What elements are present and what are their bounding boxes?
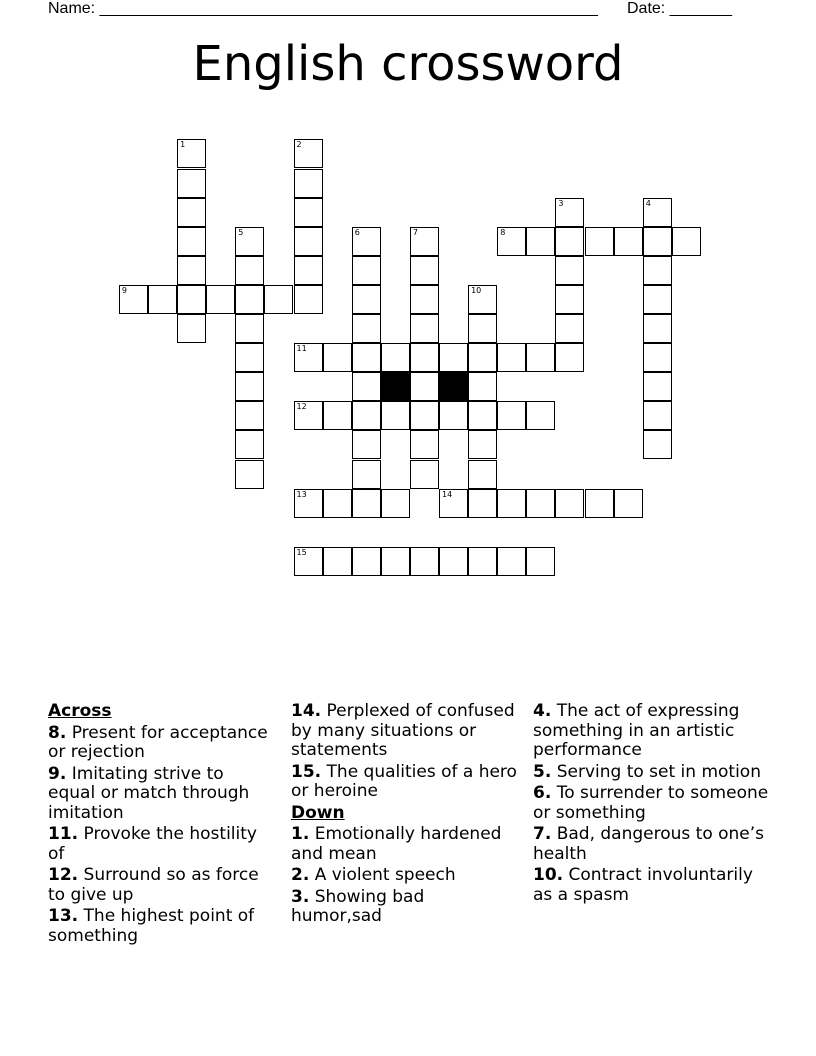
clue-number: 14. xyxy=(291,701,322,721)
grid-cell-15[interactable] xyxy=(294,547,323,576)
clue-number-label: 8 xyxy=(500,227,506,237)
grid-cell[interactable] xyxy=(468,401,497,430)
grid-cell[interactable] xyxy=(148,285,177,314)
down-heading: Down xyxy=(291,802,345,823)
grid-cell[interactable] xyxy=(235,460,264,489)
grid-cell[interactable] xyxy=(410,547,439,576)
clue-text: Showing bad humor,sad xyxy=(291,886,425,926)
grid-cell[interactable] xyxy=(381,489,410,518)
clue-number-label: 1 xyxy=(180,140,186,150)
grid-cell-4[interactable] xyxy=(643,198,672,227)
grid-cell[interactable] xyxy=(555,489,584,518)
grid-cell[interactable] xyxy=(264,285,293,314)
grid-cell-14[interactable] xyxy=(439,489,468,518)
grid-cell[interactable] xyxy=(585,227,614,256)
clue-down-10 xyxy=(533,866,773,905)
grid-cell[interactable] xyxy=(235,285,264,314)
grid-cell[interactable] xyxy=(585,489,614,518)
clue-number-label: 2 xyxy=(296,140,302,150)
grid-cell[interactable] xyxy=(410,372,439,401)
grid-cell[interactable] xyxy=(323,489,352,518)
grid-cell[interactable] xyxy=(643,401,672,430)
grid-cell[interactable] xyxy=(497,343,526,372)
grid-cell[interactable] xyxy=(410,343,439,372)
clue-number: 8. xyxy=(48,722,67,743)
grid-cell[interactable] xyxy=(323,547,352,576)
grid-cell[interactable] xyxy=(497,401,526,430)
clue-text: The highest point of something xyxy=(48,906,255,946)
grid-cell[interactable] xyxy=(555,343,584,372)
grid-cell[interactable] xyxy=(468,430,497,459)
grid-cell-13[interactable] xyxy=(294,489,323,518)
grid-cell[interactable] xyxy=(235,401,264,430)
clue-down-5 xyxy=(533,763,773,783)
grid-cell[interactable] xyxy=(555,314,584,343)
grid-cell[interactable] xyxy=(468,489,497,518)
clue-number-label: 14 xyxy=(442,489,453,499)
clue-text: The qualities of a hero or heroine xyxy=(291,761,517,801)
grid-cell[interactable] xyxy=(235,343,264,372)
grid-cell[interactable] xyxy=(177,227,206,256)
grid-cell[interactable] xyxy=(614,227,643,256)
clue-across-9 xyxy=(48,765,274,824)
grid-cell[interactable] xyxy=(352,256,381,285)
clue-text: To surrender to someone or something xyxy=(533,783,769,823)
grid-cell[interactable] xyxy=(643,343,672,372)
grid-cell[interactable] xyxy=(497,489,526,518)
clue-number-label: 6 xyxy=(354,227,360,237)
grid-cell[interactable] xyxy=(643,256,672,285)
grid-cell[interactable] xyxy=(410,401,439,430)
grid-cell[interactable] xyxy=(410,314,439,343)
clue-number-label: 11 xyxy=(296,344,307,354)
grid-cell[interactable] xyxy=(526,401,555,430)
page-title: English crossword xyxy=(192,36,624,92)
clue-text: Provoke the hostility of xyxy=(48,824,257,864)
grid-cell[interactable] xyxy=(468,547,497,576)
grid-cell[interactable] xyxy=(294,169,323,198)
clue-number-label: 10 xyxy=(471,285,482,295)
clue-number-label: 13 xyxy=(296,489,307,499)
clue-text: Contract involuntarily as a spasm xyxy=(533,865,753,905)
clue-number: 13. xyxy=(48,906,79,926)
grid-cell[interactable] xyxy=(323,401,352,430)
grid-cell[interactable] xyxy=(439,343,468,372)
date-field-label: Date: _______ xyxy=(627,0,732,17)
grid-cell[interactable] xyxy=(555,285,584,314)
clue-number: 6. xyxy=(533,783,552,803)
grid-cell[interactable] xyxy=(468,314,497,343)
grid-cell-5[interactable] xyxy=(235,227,264,256)
grid-cell[interactable] xyxy=(410,256,439,285)
grid-cell-3[interactable] xyxy=(555,198,584,227)
clue-number: 12. xyxy=(48,865,79,885)
clue-number-label: 9 xyxy=(121,285,127,295)
grid-cell[interactable] xyxy=(352,489,381,518)
clue-number-label: 3 xyxy=(558,198,564,208)
clue-across-11 xyxy=(48,825,274,864)
grid-cell[interactable] xyxy=(526,343,555,372)
grid-cell[interactable] xyxy=(352,547,381,576)
grid-cell-7[interactable] xyxy=(410,227,439,256)
clue-number: 11. xyxy=(48,824,79,844)
grid-cell[interactable] xyxy=(381,401,410,430)
grid-cell[interactable] xyxy=(294,285,323,314)
grid-cell-11[interactable] xyxy=(294,343,323,372)
grid-cell[interactable] xyxy=(526,547,555,576)
clue-text: A violent speech xyxy=(314,865,456,885)
grid-cell[interactable] xyxy=(643,227,672,256)
clue-number: 5. xyxy=(533,761,552,782)
clue-text: Imitating strive to equal or match through imitation xyxy=(48,763,250,823)
grid-cell[interactable] xyxy=(410,285,439,314)
grid-cell[interactable] xyxy=(381,343,410,372)
grid-cell[interactable] xyxy=(381,547,410,576)
grid-cell[interactable] xyxy=(439,401,468,430)
grid-cell[interactable] xyxy=(497,547,526,576)
grid-cell-12[interactable] xyxy=(294,401,323,430)
clue-number: 9. xyxy=(48,763,67,784)
clue-text: Perplexed of confused by many situations or statements xyxy=(291,701,515,760)
grid-cell[interactable] xyxy=(410,460,439,489)
clue-number-label: 12 xyxy=(296,402,307,412)
grid-cell[interactable] xyxy=(672,227,701,256)
grid-cell[interactable] xyxy=(352,430,381,459)
grid-cell[interactable] xyxy=(235,314,264,343)
grid-cell[interactable] xyxy=(235,372,264,401)
clues-column-2 xyxy=(291,702,517,929)
clue-down-6 xyxy=(533,784,773,823)
grid-cell[interactable] xyxy=(177,169,206,198)
grid-cell[interactable] xyxy=(526,227,555,256)
grid-cell-6[interactable] xyxy=(352,227,381,256)
grid-cell[interactable] xyxy=(468,460,497,489)
grid-cell[interactable] xyxy=(352,343,381,372)
grid-cell-8[interactable] xyxy=(497,227,526,256)
grid-cell[interactable] xyxy=(526,489,555,518)
clue-number-label: 5 xyxy=(238,227,244,237)
grid-cell[interactable] xyxy=(555,256,584,285)
grid-cell[interactable] xyxy=(294,256,323,285)
black-cell xyxy=(381,372,410,401)
grid-cell[interactable] xyxy=(643,285,672,314)
clue-number: 2. xyxy=(291,865,310,885)
clue-number: 7. xyxy=(533,824,552,844)
grid-cell[interactable] xyxy=(643,314,672,343)
clue-text: The act of expressing something in an artistic performance xyxy=(533,701,740,760)
clue-across-13 xyxy=(48,907,274,946)
clues-column-3 xyxy=(533,702,773,907)
grid-cell[interactable] xyxy=(468,343,497,372)
grid-cell[interactable] xyxy=(614,489,643,518)
name-field-label: Name: ________________________________________________________ xyxy=(48,0,598,17)
clue-number-label: 4 xyxy=(645,198,651,208)
clue-down-7 xyxy=(533,825,773,864)
clue-number: 3. xyxy=(291,886,310,907)
clue-text: Serving to set in motion xyxy=(556,761,761,782)
clue-down-2 xyxy=(291,866,517,886)
grid-cell[interactable] xyxy=(177,285,206,314)
clue-text: Emotionally hardened and mean xyxy=(291,824,502,864)
grid-cell[interactable] xyxy=(294,198,323,227)
grid-cell-10[interactable] xyxy=(468,285,497,314)
clue-across-8 xyxy=(48,724,274,763)
clue-down-1 xyxy=(291,825,517,864)
clue-number-label: 7 xyxy=(412,227,418,237)
clue-across-15 xyxy=(291,763,517,802)
clue-down-3 xyxy=(291,888,517,927)
grid-cell[interactable] xyxy=(352,460,381,489)
grid-cell[interactable] xyxy=(235,430,264,459)
clue-across-12 xyxy=(48,866,274,905)
grid-cell[interactable] xyxy=(352,285,381,314)
grid-cell[interactable] xyxy=(410,430,439,459)
grid-cell[interactable] xyxy=(206,285,235,314)
grid-cell[interactable] xyxy=(643,430,672,459)
grid-cell[interactable] xyxy=(177,314,206,343)
clue-down-4 xyxy=(533,702,773,761)
grid-cell[interactable] xyxy=(439,547,468,576)
grid-cell[interactable] xyxy=(352,401,381,430)
grid-cell[interactable] xyxy=(468,372,497,401)
grid-cell[interactable] xyxy=(177,198,206,227)
clue-number: 10. xyxy=(533,865,564,885)
black-cell xyxy=(439,372,468,401)
clue-number: 4. xyxy=(533,701,552,721)
across-heading: Across xyxy=(48,701,112,721)
grid-cell[interactable] xyxy=(323,343,352,372)
clue-text: Surround so as force to give up xyxy=(48,865,259,905)
grid-cell[interactable] xyxy=(177,256,206,285)
clue-text: Present for acceptance or rejection xyxy=(48,722,268,762)
clue-number: 1. xyxy=(291,824,310,844)
grid-cell[interactable] xyxy=(555,227,584,256)
grid-cell[interactable] xyxy=(643,372,672,401)
grid-cell-1[interactable] xyxy=(177,139,206,168)
clues-column-1 xyxy=(48,702,274,948)
clue-number: 15. xyxy=(291,761,322,782)
grid-cell[interactable] xyxy=(294,227,323,256)
clue-text: Bad, dangerous to one’s health xyxy=(533,824,765,864)
grid-cell-9[interactable] xyxy=(119,285,148,314)
clue-across-14 xyxy=(291,702,517,761)
grid-cell[interactable] xyxy=(352,314,381,343)
grid-cell[interactable] xyxy=(352,372,381,401)
clue-number-label: 15 xyxy=(296,547,307,557)
grid-cell[interactable] xyxy=(235,256,264,285)
grid-cell-2[interactable] xyxy=(294,139,323,168)
